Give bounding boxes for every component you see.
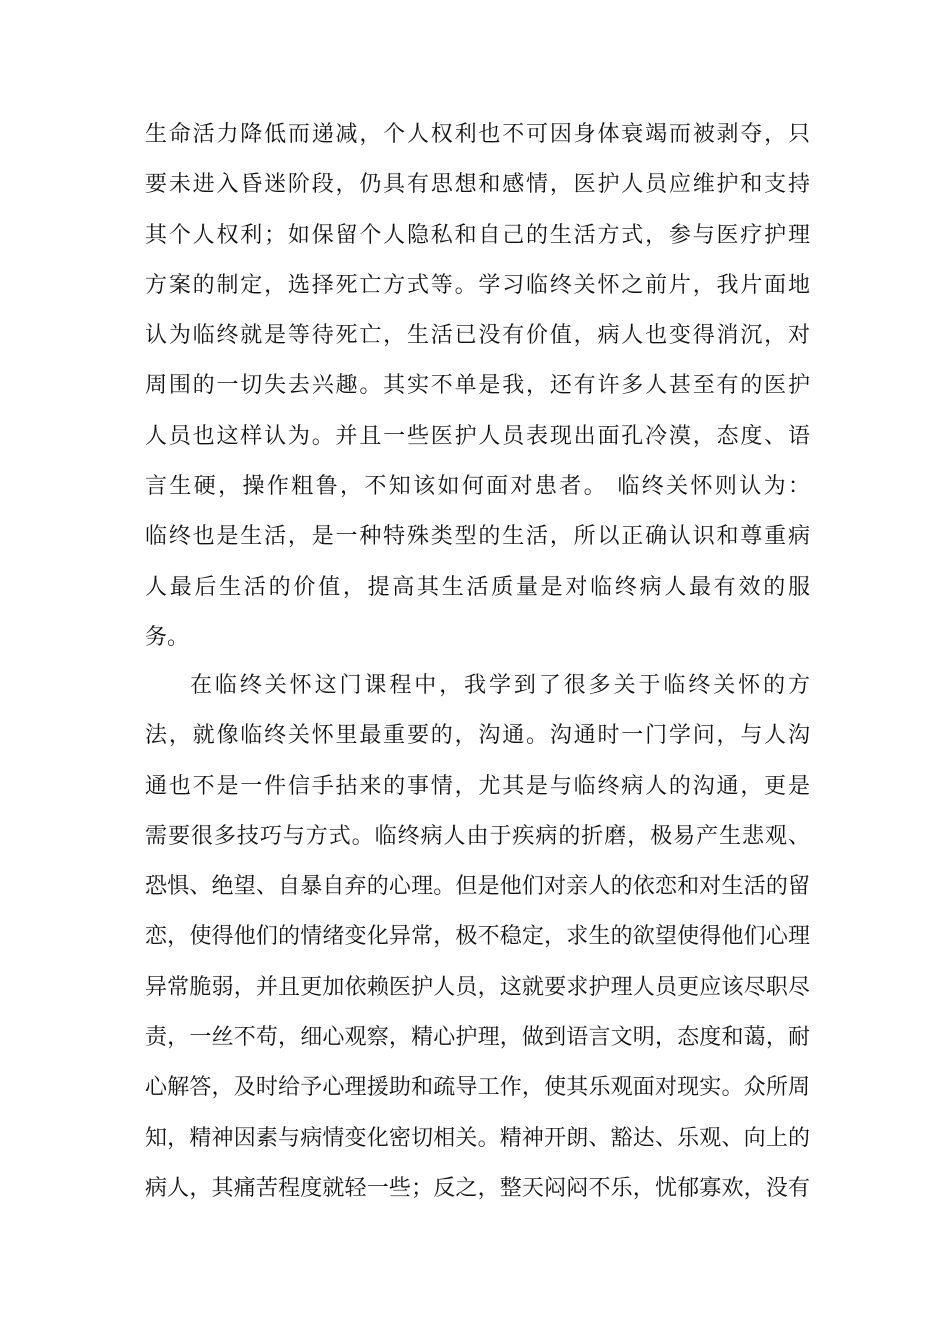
paragraph-line: 责，一丝不苟，细心观察，精心护理，做到语言文明，态度和蔼，耐 — [145, 1025, 810, 1051]
paragraph-line: 恋，使得他们的情绪变化异常，极不稳定，求生的欲望使得他们心理 — [145, 924, 810, 950]
paragraph-line: 异常脆弱，并且更加依赖医护人员，这就要求护理人员更应该尽职尽 — [145, 974, 810, 1000]
paragraph-line: 方案的制定，选择死亡方式等。学习临终关怀之前片，我片面地 — [145, 272, 810, 298]
paragraph-line: 生命活力降低而递减，个人权利也不可因身体衰竭而被剥夺，只 — [145, 122, 810, 147]
paragraph-line: 要未进入昏迷阶段，仍具有思想和感情，医护人员应维护和支持 — [145, 172, 810, 198]
paragraph-line: 临终也是生活，是一种特殊类型的生活，所以正确认识和尊重病 — [145, 524, 810, 550]
paragraph-line: 人最后生活的价值，提高其生活质量是对临终病人最有效的服 — [145, 574, 810, 600]
paragraph-line: 病人，其痛苦程度就轻一些；反之，整天闷闷不乐，忧郁寡欢，没有 — [145, 1175, 810, 1201]
paragraph-line-indented: 在临终关怀这门课程中，我学到了很多关于临终关怀的方 — [190, 673, 810, 698]
paragraph-line: 务。 — [145, 624, 190, 650]
paragraph-line: 通也不是一件信手拈来的事情，尤其是与临终病人的沟通，更是 — [145, 773, 810, 799]
paragraph-line: 心解答，及时给予心理援助和疏导工作，使其乐观面对现实。众所周 — [145, 1075, 810, 1101]
paragraph-line: 其个人权利；如保留个人隐私和自己的生活方式，参与医疗护理 — [145, 222, 810, 248]
paragraph-line: 人员也这样认为。并且一些医护人员表现出面孔冷漠，态度、语 — [145, 423, 810, 449]
paragraph-line: 恐惧、绝望、自暴自弃的心理。但是他们对亲人的依恋和对生活的留 — [145, 874, 810, 900]
paragraph-line: 认为临终就是等待死亡，生活已没有价值，病人也变得消沉，对 — [145, 323, 810, 349]
paragraph-line: 需要很多技巧与方式。临终病人由于疾病的折磨，极易产生悲观、 — [145, 823, 810, 849]
paragraph-line: 法，就像临终关怀里最重要的，沟通。沟通时一门学问，与人沟 — [145, 723, 810, 749]
paragraph-2 — [145, 661, 810, 1214]
paragraph-line: 知，精神因素与病情变化密切相关。精神开朗、豁达、乐观、向上的 — [145, 1125, 810, 1151]
paragraph-line: 言生硬，操作粗鲁，不知该如何面对患者。 临终关怀则认为： — [145, 474, 810, 500]
paragraph-line: 周围的一切失去兴趣。其实不单是我，还有许多人甚至有的医护 — [145, 373, 810, 399]
paragraph-1 — [145, 110, 810, 663]
